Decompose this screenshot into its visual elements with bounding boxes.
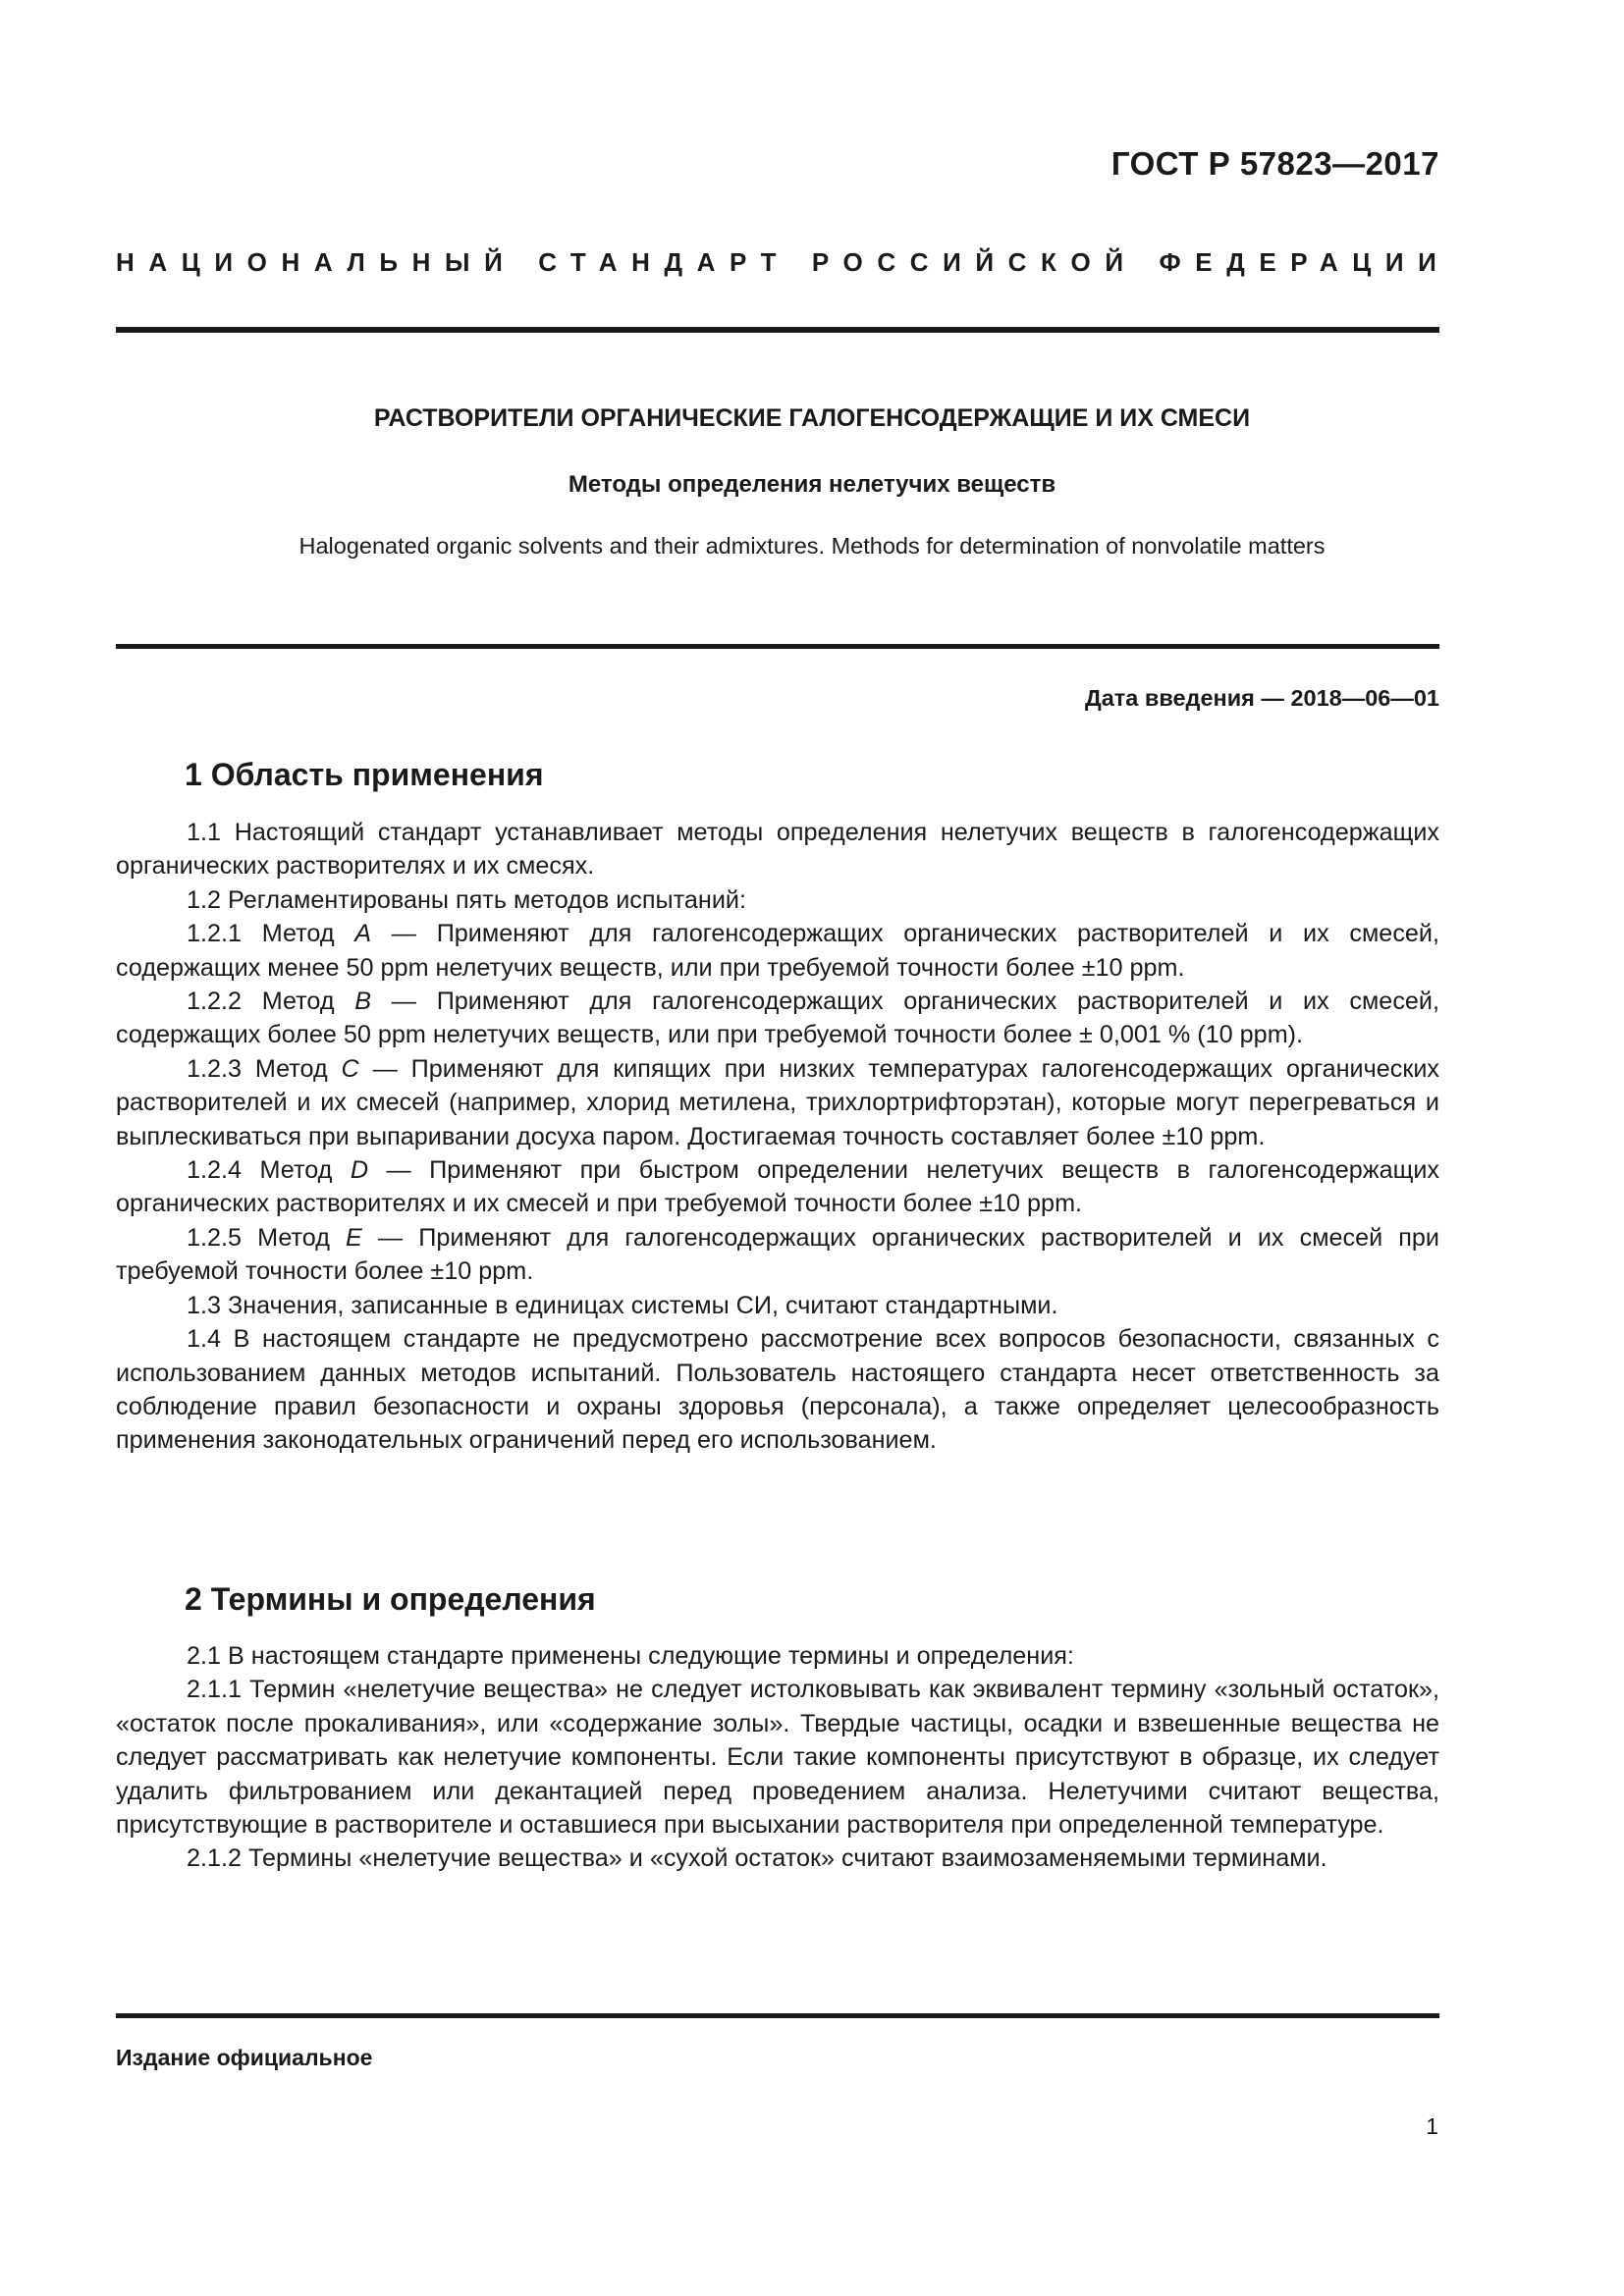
method-letter: С bbox=[341, 1054, 359, 1083]
document-subtitle: Методы определения нелетучих веществ bbox=[568, 471, 1056, 498]
method-prefix: 1.2.4 Метод bbox=[187, 1156, 351, 1185]
method-letter: А bbox=[354, 920, 372, 948]
document-title: РАСТВОРИТЕЛИ ОРГАНИЧЕСКИЕ ГАЛОГЕНСОДЕРЖАЩИЕ И ИХ СМЕСИ bbox=[373, 404, 1251, 432]
national-standard-banner: НАЦИОНАЛЬНЫЙ СТАНДАРТ РОССИЙСКОЙ ФЕДЕРАЦИИ bbox=[116, 247, 1451, 277]
paragraph-2-1: 2.1 В настоящем стандарте применены следующие термины и определения: bbox=[187, 1642, 1074, 1670]
method-letter: В bbox=[354, 988, 372, 1016]
paragraph-1-3: 1.3 Значения, записанные в единицах системы СИ, считают стандартными. bbox=[187, 1291, 1058, 1319]
footer-rule bbox=[116, 2013, 1439, 2018]
paragraph-2-1-1: 2.1.1 Термин «нелетучие вещества» не следует истолковывать как эквивалент термину «зольный остаток», «остаток после прокаливания», или «содержание золы». Твердые частицы, осадки и взвешенные вещества не следует рассматривать как нелетучие компоненты. Если такие компоненты присутствуют в образце, их следует удалить фильтрованием или декантацией перед проведением анализа. Нелетучими считают вещества, присутствующие в растворителе и оставшиеся при высыхании растворителя при определенной температуре. bbox=[116, 1676, 1439, 1840]
method-prefix: 1.2.1 Метод bbox=[187, 920, 355, 948]
method-description: — Применяют для галогенсодержащих органических растворителей и их смесей, содержащих более 50 ppm нелетучих веществ, или при требуемой точности более ± 0,001 % (10 ppm). bbox=[116, 988, 1439, 1049]
method-prefix: 1.2.5 Метод bbox=[187, 1223, 347, 1252]
paragraph-1-2-3 bbox=[116, 1052, 1439, 1153]
section-2-body bbox=[116, 1639, 1439, 1876]
paragraph-1-2: 1.2 Регламентированы пять методов испытаний: bbox=[187, 885, 746, 914]
method-prefix: 1.2.2 Метод bbox=[187, 988, 355, 1016]
paragraph-1-1: 1.1 Настоящий стандарт устанавливает методы определения нелетучих веществ в галогенсодержащих органических растворителях и их смесях. bbox=[116, 819, 1439, 881]
title-rule bbox=[116, 644, 1439, 649]
section-1-body bbox=[116, 816, 1439, 1458]
section-1-heading: 1 Область применения bbox=[185, 757, 544, 792]
paragraph-1-2-2 bbox=[116, 985, 1439, 1052]
method-prefix: 1.2.3 Метод bbox=[187, 1054, 342, 1083]
paragraph-1-4: 1.4 В настоящем стандарте не предусмотрено рассмотрение всех вопросов безопасности, связанных с использованием данных методов испытаний. Пользователь настоящего стандарта несет ответственность за соблюдение правил безопасности и охраны здоровья (персонала), а также определяет целесообразность применения законодательных ограничений перед его использованием. bbox=[116, 1325, 1439, 1455]
method-description: — Применяют для кипящих при низких температурах галогенсодержащих органических растворителей и их смесей (например, хлорид метилена, трихлортрифторэтан), которые могут перегреваться и выплескиваться при выпаривании досуха паром. Достигаемая точность составляет более ±10 ppm. bbox=[116, 1054, 1440, 1150]
paragraph-1-2-4 bbox=[116, 1153, 1439, 1221]
section-2-heading: 2 Термины и определения bbox=[185, 1581, 596, 1617]
paragraph-1-2-5 bbox=[116, 1221, 1439, 1289]
method-letter: Е bbox=[346, 1223, 362, 1252]
english-title: Halogenated organic solvents and their admixtures. Methods for determination of nonvolatile matters bbox=[298, 533, 1326, 559]
document-code: ГОСТ Р 57823—2017 bbox=[1110, 145, 1439, 182]
introduction-date: Дата введения — 2018—06—01 bbox=[1084, 685, 1439, 711]
paragraph-2-1-2: 2.1.2 Термины «нелетучие вещества» и «сухой остаток» считают взаимозаменяемыми терминами. bbox=[187, 1844, 1327, 1873]
method-letter: D bbox=[350, 1156, 369, 1185]
official-edition-label: Издание официальное bbox=[116, 2045, 373, 2070]
method-description: — Применяют для галогенсодержащих органических растворителей и их смесей, содержащих менее 50 ppm нелетучих веществ, или при требуемой точности более ±10 ppm. bbox=[116, 920, 1439, 982]
page-number: 1 bbox=[1426, 2113, 1438, 2139]
paragraph-1-2-1 bbox=[116, 917, 1439, 985]
header-rule bbox=[116, 327, 1439, 333]
method-description: — Применяют при быстром определении нелетучих веществ в галогенсодержащих органических растворителях и их смесей и при требуемой точности более ±10 ppm. bbox=[116, 1156, 1439, 1218]
method-description: — Применяют для галогенсодержащих органических растворителей и их смесей при требуемой точности более ±10 ppm. bbox=[116, 1223, 1439, 1286]
